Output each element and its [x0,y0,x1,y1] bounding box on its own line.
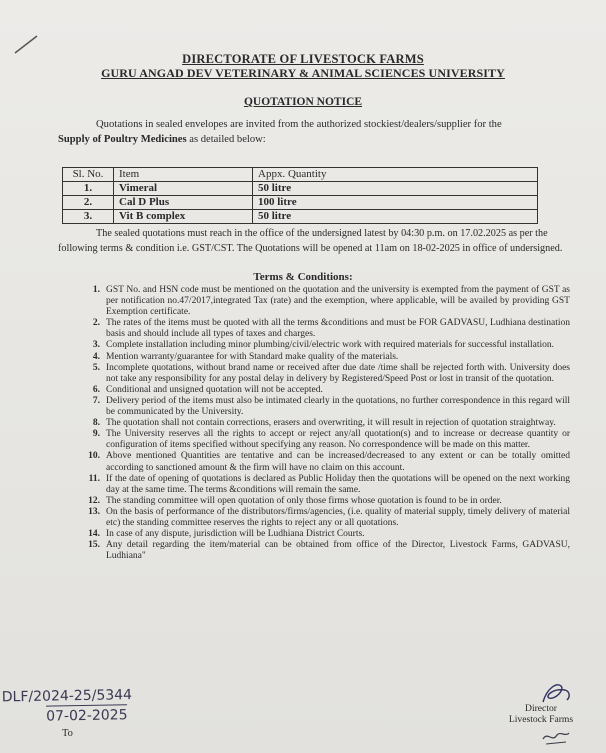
term-text: Delivery period of the items must also be intimated clearly in the quotations, no further correspondence in this regard will be communicated by the University. [106,395,570,418]
term-text: Incomplete quotations, without brand name or received after due date /time shall be rejected forth with. University does not take any responsibility for any postal delay in delivery by Registered/Speed Post or lost in transit of the quotation. [106,362,570,384]
reference-number: DLF/2024-25/5344 [1,687,133,706]
cell-quantity: 100 litre [253,196,538,210]
term-number: 7. [92,395,100,406]
term-number: 15. [88,540,100,551]
directorate-heading: DIRECTORATE OF LIVESTOCK FARMS [182,52,424,66]
terms-heading: Terms & Conditions: [253,271,353,283]
table-header-row [63,168,538,182]
cell-quantity: 50 litre [253,182,538,196]
col-header-quantity: Appx. Quantity [253,168,538,182]
term-text: Mention warranty/guarantee for with Standard make quality of the materials. [106,351,399,362]
list-item [82,529,570,540]
university-heading: GURU ANGAD DEV VETERINARY & ANIMAL SCIENCES UNIVERSITY [101,66,505,80]
cell-item: Vit B complex [114,210,253,224]
signatory-office: Livestock Farms [508,714,574,725]
term-text: The standing committee will open quotation of only those firms whose quotation is found to be in order. [106,495,502,506]
signatory-block [496,703,586,725]
cell-slno: 3. [63,210,114,224]
term-text: The University reserves all the rights to accept or reject any/all quotation(s) and to increase or decrease quantity or configuration of items specified without specifying any reason. No correspondence will be made on this matter. [106,429,570,451]
term-text: Conditional and unsigned quotation will not be accepted. [106,384,323,395]
list-item [82,429,570,451]
table-row [63,182,538,196]
term-number: 4. [92,351,100,362]
term-text: On the basis of performance of the distributors/firms/agencies, (i.e. quality of material supply, timely delivery of material etc) the standing committee reserves the rights to reject any or all quotations. [106,506,570,528]
supply-title: Supply of Poultry Medicines [58,134,187,145]
list-item [82,540,570,562]
term-number: 5. [92,362,100,373]
term-number: 14. [88,529,100,540]
term-number: 3. [92,340,100,351]
col-header-slno: Sl. No. [63,168,114,182]
cell-slno: 2. [63,196,114,210]
intro-rest: as detailed below: [186,134,266,145]
term-number: 13. [88,506,100,517]
signatory-title: Director [525,703,557,714]
initials-mark [540,727,572,747]
intro-paragraph [58,117,570,147]
term-number: 10. [88,451,100,462]
term-number: 6. [92,384,100,395]
terms-list [82,285,570,562]
submission-paragraph [58,227,570,256]
term-number: 1. [92,285,100,295]
term-text: Above mentioned Quantities are tentative and can be increased/decreased to any extent or can be totally omitted according to sanctioned amount & the firm will have no claim on this account. [106,451,570,473]
list-item [82,352,570,363]
term-text: If the date of opening of quotations is declared as Public Holiday then the quotations will be opened on the next working day at the same time. The terms &conditions will remain the same. [106,473,570,495]
term-number: 2. [92,318,100,329]
list-item [82,507,570,529]
table-row [63,210,538,224]
reference-date: 07-02-2025 [46,704,128,725]
list-item [82,451,570,473]
table-row [63,196,538,210]
list-item [82,396,570,418]
list-item [82,318,570,340]
term-text: Complete installation including minor plumbing/civil/electric work with required materials for successful installation. [106,340,554,351]
list-item [82,418,570,429]
term-number: 8. [92,418,100,429]
cell-slno: 1. [63,182,114,196]
cell-item: Cal D Plus [114,196,253,210]
list-item [82,363,570,385]
term-number: 9. [92,429,100,440]
term-number: 12. [88,495,100,506]
submission-text: The sealed quotations must reach in the office of the undersigned latest by 04:30 p.m. on 17.02.2025 as per the following terms & condition i.e. GST/CST. The Quotations will be opened at 11am on 18-02-2025 in office of undersigned. [58,228,563,254]
term-number: 11. [88,473,100,484]
intro-line-2 [58,132,570,147]
list-item [82,340,570,351]
list-item [82,285,570,318]
term-text: Any detail regarding the item/material can be obtained from office of the Director, Livestock Farms, GADVASU, Ludhiana" [106,540,570,562]
intro-line: Quotations in sealed envelopes are invited from the authorized stockiest/dealers/supplier for the [96,119,502,130]
notice-title: QUOTATION NOTICE [243,96,363,108]
term-text: GST No. and HSN code must be mentioned on the quotation and the university is exempted from the payment of GST as per notification no.47/2017,integrated Tax (rate) and the exemption, where applicable, will be availed by providing GST Exemption certificate. [106,285,570,318]
list-item [82,474,570,496]
items-table [62,167,538,224]
cell-quantity: 50 litre [253,210,538,224]
list-item [82,385,570,396]
term-text: The quotation shall not contain corrections, erasers and overwriting, it will result in rejection of quotation straightway. [106,418,556,429]
col-header-item: Item [114,168,253,182]
handwritten-reference [2,686,163,727]
term-text: In case of any dispute, jurisdiction will be Ludhiana District Courts. [106,529,365,540]
list-item [82,496,570,507]
term-text: The rates of the items must be quoted with all the terms &conditions and must be FOR GADVASU, Ludhiana destination basis and should include all types of taxes and charges. [106,318,570,340]
addressee-label: To [62,728,73,739]
cell-item: Vimeral [114,182,253,196]
